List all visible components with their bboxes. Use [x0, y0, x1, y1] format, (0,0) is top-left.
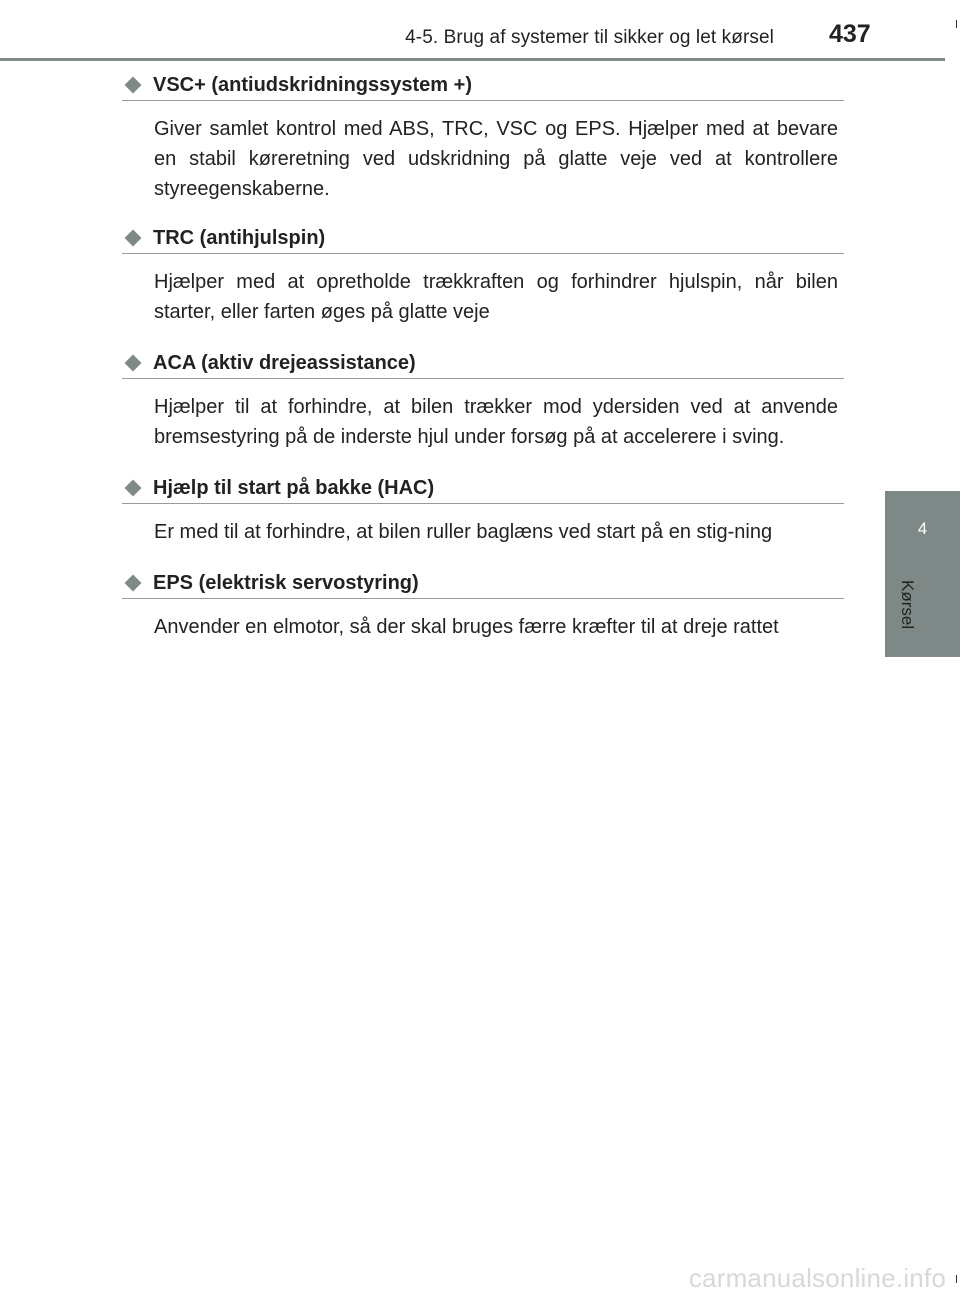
diamond-bullet-icon [125, 575, 142, 592]
section-heading [122, 348, 844, 379]
diamond-bullet-icon [125, 355, 142, 372]
section-title: EPS (elektrisk servostyring) [153, 571, 419, 594]
section-body: Hjælper med at opretholde trækkraften og forhindrer hjulspin, når bilen starter, eller farten øges på glatte veje [154, 271, 838, 323]
header-rule [0, 58, 945, 61]
section-heading [122, 70, 844, 101]
section-title: ACA (aktiv drejeassistance) [153, 351, 416, 374]
main-content [122, 70, 844, 642]
chapter-label: Kørsel [898, 580, 917, 630]
crop-mark [956, 20, 957, 28]
section-heading [122, 223, 844, 254]
diamond-bullet-icon [125, 77, 142, 94]
section-heading [122, 473, 844, 504]
section-trc [122, 223, 844, 327]
section-title: TRC (antihjulspin) [153, 226, 326, 249]
section-body: Er med til at forhindre, at bilen ruller baglæns ved start på en stig-ning [154, 521, 773, 543]
section-hac [122, 473, 844, 547]
section-title: VSC+ (antiudskridningssystem +) [153, 73, 472, 96]
diamond-bullet-icon [125, 230, 142, 247]
section-vsc [122, 70, 844, 204]
header-section-title: 4-5. Brug af systemer til sikker og let kørsel [405, 27, 774, 48]
section-body: Giver samlet kontrol med ABS, TRC, VSC og EPS. Hjælper med at bevare en stabil køreretning ved udskridning på glatte veje ved at kontrollere styreegenskaberne. [154, 118, 838, 200]
section-heading [122, 568, 844, 599]
section-body: Hjælper til at forhindre, at bilen trækker mod ydersiden ved at anvende bremsestyring på de inderste hjul under forsøg på at accelerere i sving. [154, 396, 838, 448]
crop-mark [956, 1275, 957, 1283]
section-body: Anvender en elmotor, så der skal bruges færre kræfter til at dreje rattet [154, 616, 779, 638]
page-number: 437 [829, 20, 871, 48]
page-header [0, 0, 960, 60]
section-title: Hjælp til start på bakke (HAC) [153, 476, 435, 499]
chapter-number: 4 [917, 519, 928, 538]
watermark: carmanualsonline.info [688, 1263, 946, 1293]
section-aca [122, 348, 844, 452]
section-eps [122, 568, 844, 642]
diamond-bullet-icon [125, 480, 142, 497]
